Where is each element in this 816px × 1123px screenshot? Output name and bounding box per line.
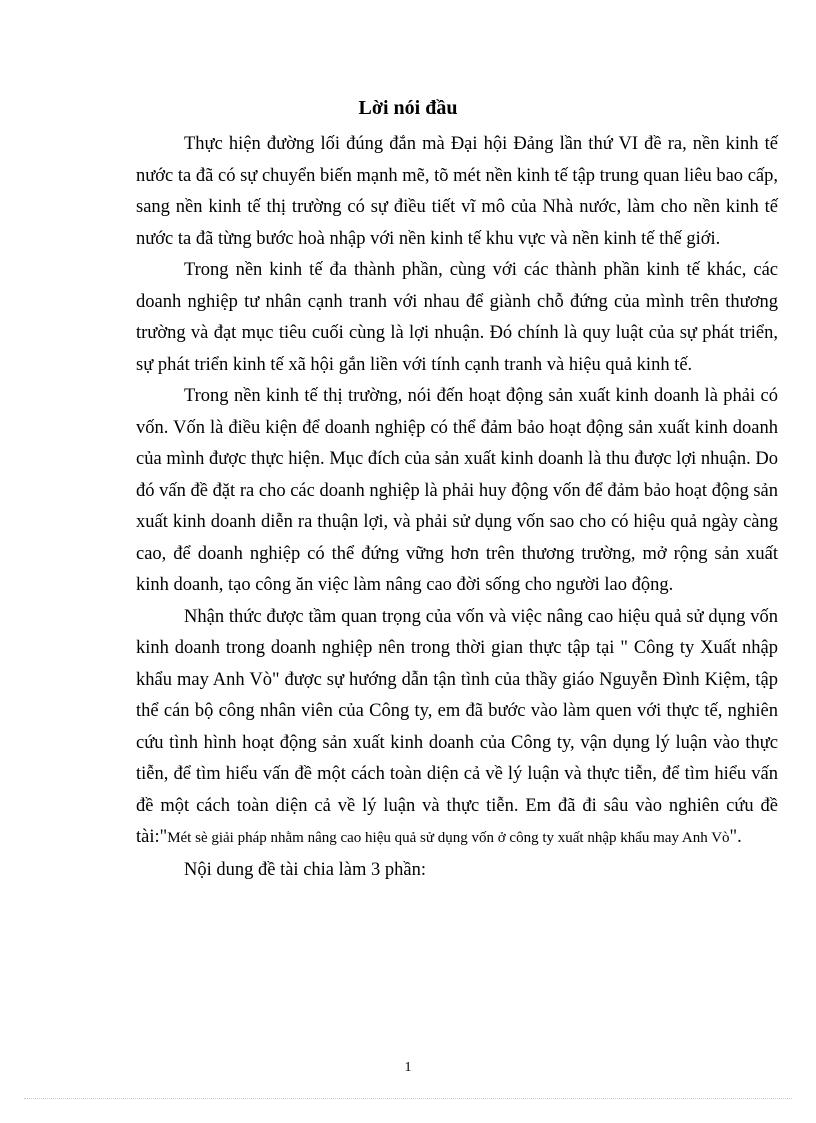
paragraph-4	[136, 602, 778, 855]
paragraph-3: Trong nền kinh tế thị trường, nói đến hoạt động sản xuất kinh doanh là phải có vốn. Vốn là điều kiện để doanh nghiệp có thể đảm bảo hoạt động sản xuất kinh doanh của mình được thực hiện. Mục đích của sản xuất kinh doanh là thu được lợi nhuận. Do đó vấn đề đặt ra cho các doanh nghiệp là phải huy động vốn để đảm bảo hoạt động sản xuất kinh doanh diễn ra thuận lợi, và phải sử dụng vốn sao cho có hiệu quả ngày càng cao, để doanh nghiệp có thể đứng vững hơn trên thương trường, mở rộng sản xuất kinh doanh, tạo công ăn việc làm nâng cao đời sống cho người lao động.	[136, 386, 778, 595]
footer-divider	[24, 1098, 792, 1099]
document-body	[136, 129, 778, 886]
paragraph-4-text: Nhận thức được tầm quan trọng của vốn và việc nâng cao hiệu quả sử dụng vốn kinh doanh trong doanh nghiệp nên trong thời gian thực tập tại " Công ty Xuất nhập khẩu may Anh Vò" được sự hướng dẫn tận tình của thầy giáo Nguyễn Đình Kiệm, tập thể cán bộ công nhân viên của Công ty, em đã bước vào làm quen với thực tế, nghiên cứu tình hình hoạt động sản xuất kinh doanh của Công ty, vận dụng lý luận vào thực tiễn, để tìm hiểu vấn đề một cách toàn diện cả về lý luận và thực tiễn, để tìm hiểu vấn đề một cách toàn diện cả về lý luận và thực tiễn. Em đã đi sâu vào nghiên cứu đề tài:"	[136, 606, 778, 847]
paragraph-1: Thực hiện đường lối đúng đắn mà Đại hội Đảng lần thứ VI đề ra, nền kinh tế nước ta đã có sự chuyển biến mạnh mẽ, tõ mét nền kinh tế tập trung quan liêu bao cấp, sang nền kinh tế thị trường có sự điều tiết vĩ mô của Nhà nước, làm cho nền kinh tế nước ta đã từng bước hoà nhập với nền kinh tế khu vực và nền kinh tế thế giới.	[136, 134, 778, 249]
topic-title-end: ".	[729, 827, 742, 847]
paragraph-2: Trong nền kinh tế đa thành phần, cùng với các thành phần kinh tế khác, các doanh nghiệp tư nhân cạnh tranh với nhau để giành chỗ đứng của mình trên thương trường và đạt mục tiêu cuối cùng là lợi nhuận. Đó chính là quy luật của sự phát triển, sự phát triển kinh tế xã hội gắn liền với tính cạnh tranh và hiệu quả kinh tế.	[136, 260, 778, 375]
page-title: Lời nói đầu	[358, 97, 458, 119]
page-number: 1	[404, 1060, 412, 1075]
closing-paragraph: Nội dung đề tài chia làm 3 phần:	[184, 859, 426, 880]
topic-title: Mét sè giải pháp nhằm nâng cao hiệu quả sử dụng vốn ở công ty xuất nhập khẩu may Anh Vò	[167, 830, 730, 846]
